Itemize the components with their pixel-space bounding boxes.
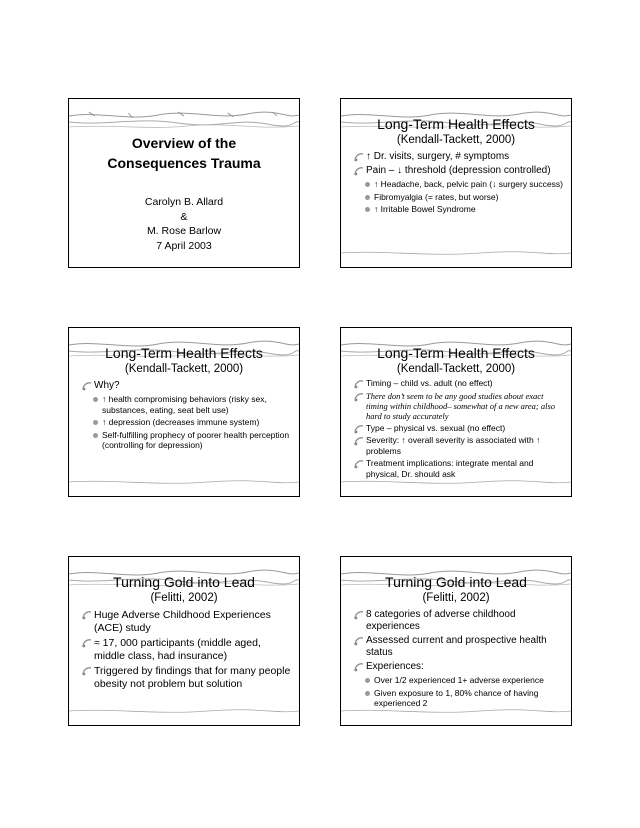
sub-bullet-item <box>81 430 291 451</box>
decorative-band-bottom <box>341 478 571 488</box>
bullet-text: Why? <box>94 380 120 391</box>
decorative-band-top <box>69 107 299 133</box>
sub-bullet-item <box>353 675 563 686</box>
bullet-text: ↑ depression (decreases immune system) <box>102 417 260 427</box>
bullet-item <box>81 665 291 690</box>
bullet-text: Assessed current and prospective health status <box>366 635 547 658</box>
slide-subtitle: (Kendall-Tackett, 2000) <box>124 363 244 375</box>
bullet-text: Type – physical vs. sexual (no effect) <box>366 422 506 433</box>
swirl-bullet-icon <box>353 661 365 673</box>
author-line-2: & <box>180 210 188 223</box>
bullet-text: 8 categories of adverse childhood experiences <box>366 609 516 632</box>
bullet-text: ↑ Irritable Bowel Syndrome <box>374 204 476 214</box>
sub-bullet-item <box>353 192 563 203</box>
bullet-text: ≈ 17, 000 participants (middle aged, middle class, had insurance) <box>94 637 261 662</box>
title-line-1: Overview of the <box>131 135 237 151</box>
slide-1-authors <box>69 195 299 253</box>
bullet-item <box>81 637 291 662</box>
decorative-band-bottom <box>69 478 299 488</box>
sub-bullet-item <box>353 179 563 190</box>
bullet-text: Over 1/2 experienced 1+ adverse experience <box>374 675 544 685</box>
bullet-item <box>353 635 563 659</box>
dot-bullet-icon <box>92 396 99 403</box>
bullet-list <box>353 151 563 217</box>
bullet-text: ↑ Dr. visits, surgery, # symptoms <box>366 151 510 162</box>
bullet-text: Triggered by findings that for many people obesity not problem but solution <box>94 665 291 690</box>
slide-subtitle: (Kendall-Tackett, 2000) <box>396 134 516 146</box>
slide-1 <box>68 98 300 268</box>
bullet-text: Huge Adverse Childhood Experiences (ACE) study <box>94 609 271 634</box>
bullet-text: Timing – child vs. adult (no effect) <box>366 378 493 388</box>
swirl-bullet-icon <box>81 665 93 677</box>
bullet-text: ↑ Headache, back, pelvic pain (↓ surgery success) <box>374 179 563 189</box>
sub-bullet-item <box>353 688 563 709</box>
bullet-text: Severity: ↑ overall severity is associated with ↑ problems <box>366 435 541 456</box>
dot-bullet-icon <box>364 181 371 188</box>
slide-title: Long-Term Health Effects <box>105 345 263 361</box>
slide-title: Long-Term Health Effects <box>377 116 535 132</box>
slide-subtitle: (Felitti, 2002) <box>150 592 218 604</box>
decorative-band-bottom <box>341 249 571 259</box>
bullet-item-note <box>353 391 563 421</box>
bullet-text: Pain – ↓ threshold (depression controlled) <box>366 165 551 176</box>
swirl-bullet-icon <box>353 458 365 470</box>
dot-bullet-icon <box>364 690 371 697</box>
author-line-1: Carolyn B. Allard <box>144 196 224 208</box>
bullet-text: Given exposure to 1, 80% chance of having experienced 2 <box>374 687 539 708</box>
slide-title: Turning Gold into Lead <box>113 574 255 590</box>
slide-title: Long-Term Health Effects <box>377 345 535 361</box>
slide-2 <box>340 98 572 268</box>
bullet-item <box>353 609 563 633</box>
sub-bullet-item <box>353 204 563 215</box>
slide-6 <box>340 556 572 726</box>
swirl-bullet-icon <box>81 637 93 649</box>
slide-title: Turning Gold into Lead <box>385 574 527 590</box>
bullet-item <box>353 423 563 434</box>
bullet-item <box>353 165 563 177</box>
swirl-bullet-icon <box>353 378 365 390</box>
swirl-bullet-icon <box>353 151 365 163</box>
bullet-item <box>81 380 291 392</box>
bullet-text: There don’t seem to be any good studies about exact timing within childhood– somewhat of a new area; also hard to study accurately <box>366 390 556 421</box>
bullet-item <box>353 151 563 163</box>
bullet-item <box>353 458 563 479</box>
slide-4 <box>340 327 572 497</box>
dot-bullet-icon <box>364 677 371 684</box>
swirl-bullet-icon <box>353 423 365 435</box>
dot-bullet-icon <box>92 432 99 439</box>
author-line-3: M. Rose Barlow <box>146 225 222 237</box>
slide-5 <box>68 556 300 726</box>
sub-bullet-item <box>81 417 291 428</box>
dot-bullet-icon <box>92 419 99 426</box>
bullet-item <box>353 661 563 673</box>
bullet-list <box>353 609 563 711</box>
decorative-band-bottom <box>69 707 299 717</box>
sub-bullet-item <box>81 394 291 415</box>
dot-bullet-icon <box>364 206 371 213</box>
bullet-text: Treatment implications: integrate mental and physical, Dr. should ask <box>366 458 534 479</box>
date-line: 7 April 2003 <box>156 239 212 252</box>
decorative-band-bottom <box>341 707 571 717</box>
bullet-item <box>81 609 291 634</box>
bullet-text: Fibromyalgia (= rates, but worse) <box>374 191 499 202</box>
bullet-list <box>81 609 291 693</box>
bullet-item <box>353 378 563 389</box>
slide-1-title <box>69 133 299 173</box>
swirl-bullet-icon <box>353 635 365 647</box>
swirl-bullet-icon <box>353 165 365 177</box>
slide-subtitle: (Felitti, 2002) <box>422 592 490 604</box>
swirl-bullet-icon <box>81 609 93 621</box>
title-line-2: Consequences Trauma <box>107 155 261 171</box>
bullet-text: Self-fulfilling prophecy of poorer health perception (controlling for depression) <box>102 429 290 450</box>
dot-bullet-icon <box>364 194 371 201</box>
swirl-bullet-icon <box>353 391 365 403</box>
swirl-bullet-icon <box>353 435 365 447</box>
bullet-text: ↑ health compromising behaviors (risky sex, substances, eating, seat belt use) <box>102 394 267 415</box>
swirl-bullet-icon <box>81 380 93 392</box>
slide-3 <box>68 327 300 497</box>
bullet-list <box>353 378 563 481</box>
bullet-text: Experiences: <box>366 661 424 672</box>
bullet-list <box>81 380 291 453</box>
bullet-item <box>353 435 563 456</box>
slide-subtitle: (Kendall-Tackett, 2000) <box>396 363 516 375</box>
swirl-bullet-icon <box>353 609 365 621</box>
